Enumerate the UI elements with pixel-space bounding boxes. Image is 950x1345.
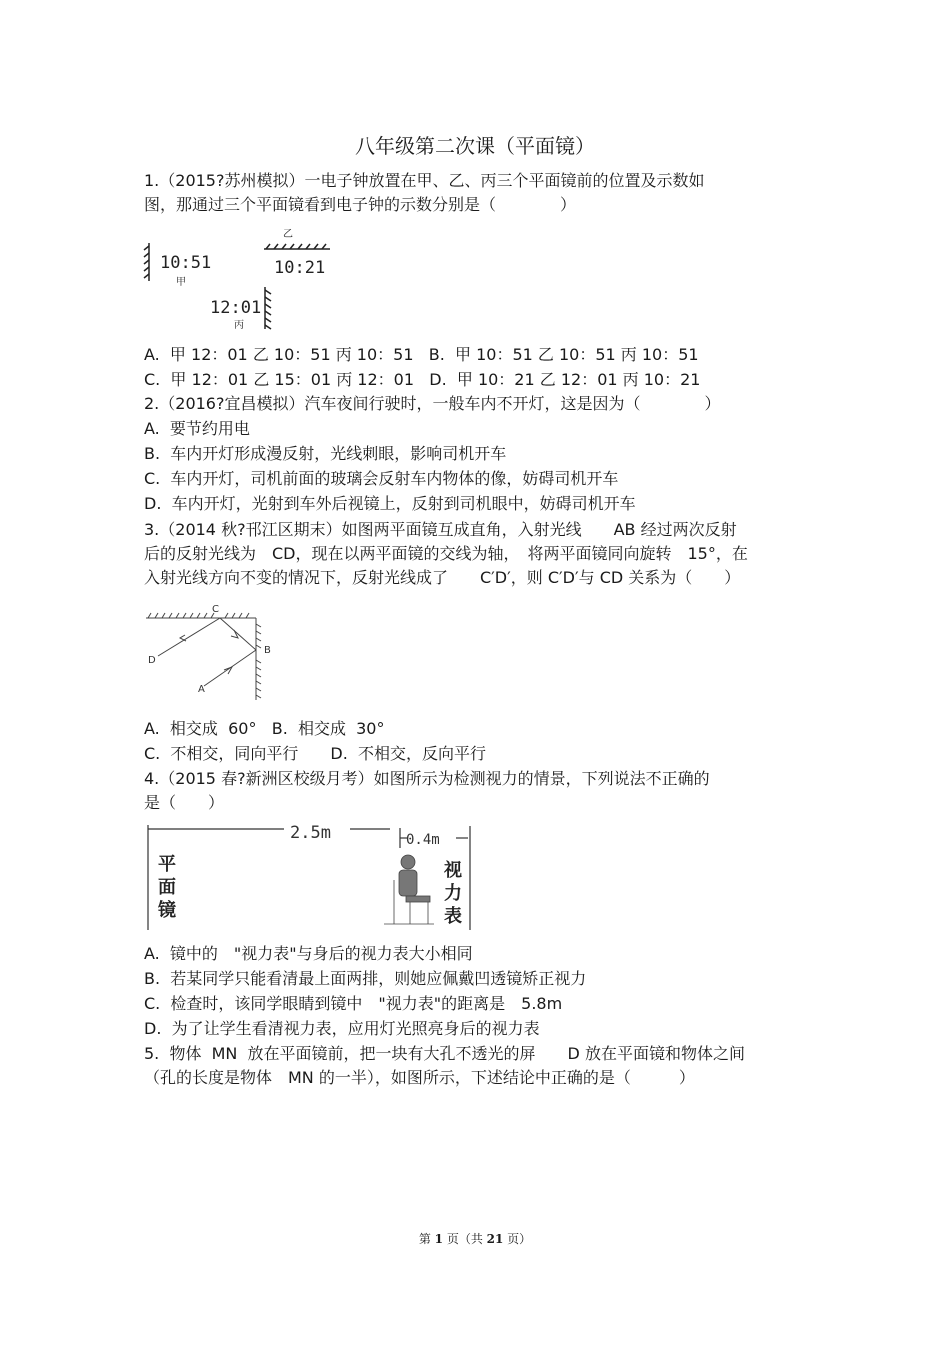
- q2-option-c: C. 车内开灯，司机前面的玻璃会反射车内物体的像，妨碍司机开车: [144, 469, 619, 488]
- q4-option-a: A. 镜中的 "视力表"与身后的视力表大小相同: [144, 944, 473, 963]
- mirror-char-1: 平: [158, 854, 176, 875]
- label-bing: 丙: [234, 320, 244, 331]
- mirror-bing: [265, 287, 271, 329]
- chart-char-3: 表: [444, 906, 462, 927]
- q3-stem-line2: 后的反射光线为 CD，现在以两平面镜的交线为轴， 将两平面镜同向旋转 15°，在: [144, 544, 748, 563]
- q2-option-b: B. 车内开灯形成漫反射，光线刺眼，影响司机开车: [144, 444, 507, 463]
- page-title: 八年级第二次课（平面镜）: [355, 134, 595, 158]
- chart-char-1: 视: [444, 860, 462, 881]
- mirror-jia: [144, 243, 149, 281]
- footer-suffix: 页）: [503, 1232, 532, 1246]
- q3-two-mirror-figure: [140, 600, 280, 705]
- q1-clock-mirror-figure: [140, 225, 340, 335]
- q2-stem: 2.（2016?宜昌模拟）汽车夜间行驶时，一般车内不开灯，这是因为（ ）: [144, 394, 721, 413]
- label-c: C: [212, 604, 219, 615]
- mirror-char-3: 镜: [158, 900, 176, 921]
- chart-char-2: 力: [444, 883, 462, 904]
- label-d: D: [148, 655, 156, 666]
- label-yi: 乙: [283, 229, 293, 240]
- seated-student-icon: [384, 855, 434, 924]
- q2-option-a: A. 要节约用电: [144, 419, 250, 438]
- q1-stem-line1: 1.（2015?苏州模拟）一电子钟放置在甲、乙、丙三个平面镜前的位置及示数如: [144, 171, 705, 190]
- q5-stem-line1: 5. 物体 MN 放在平面镜前，把一块有大孔不透光的屏 D 放在平面镜和物体之间: [144, 1044, 745, 1063]
- footer-page-number: 1: [434, 1232, 443, 1246]
- q4-option-c: C. 检查时，该同学眼睛到镜中 "视力表"的距离是 5.8m: [144, 994, 563, 1013]
- top-mirror: [146, 613, 256, 618]
- q3-stem-line1: 3.（2014 秋?邗江区期末）如图两平面镜互成直角，入射光线 AB 经过两次反射: [144, 520, 737, 539]
- q4-option-b: B. 若某同学只能看清最上面两排，则她应佩戴凹透镜矫正视力: [144, 969, 587, 988]
- label-a: A: [198, 684, 205, 695]
- q3-options-cd: C. 不相交，同向平行 D. 不相交，反向平行: [144, 744, 487, 763]
- label-b: B: [264, 645, 271, 656]
- right-mirror: [256, 618, 261, 700]
- q1-options-ab: A. 甲 12：01 乙 10：51 丙 10：51 B. 甲 10：51 乙 10：51 丙 10：51: [144, 345, 699, 364]
- mirror-yi: [264, 244, 330, 249]
- clock-reading-bing: 12:01: [210, 298, 262, 318]
- q1-stem-line2: 图，那通过三个平面镜看到电子钟的示数分别是（ ）: [144, 195, 577, 214]
- q3-options-ab: A. 相交成 60° B. 相交成 30°: [144, 719, 385, 738]
- clock-reading-yi: 10:21: [274, 258, 326, 278]
- distance-0-4m: 0.4m: [406, 832, 440, 848]
- q4-eye-test-figure: [144, 820, 474, 932]
- distance-2-5m: 2.5m: [290, 823, 331, 843]
- label-jia: 甲: [176, 277, 186, 288]
- q4-stem-line1: 4.（2015 春?新洲区校级月考）如图所示为检测视力的情景，下列说法不正确的: [144, 769, 710, 788]
- clock-reading-jia: 10:51: [160, 253, 212, 273]
- footer-total-pages: 21: [486, 1232, 504, 1246]
- q4-option-d: D. 为了让学生看清视力表，应用灯光照亮身后的视力表: [144, 1019, 540, 1038]
- mirror-char-2: 面: [158, 877, 176, 898]
- q1-options-cd: C. 甲 12：01 乙 15：01 丙 12：01 D. 甲 10：21 乙 12：01 丙 10：21: [144, 370, 701, 389]
- page-footer: [0, 1230, 950, 1247]
- footer-prefix: 第: [418, 1232, 435, 1246]
- q5-stem-line2: （孔的长度是物体 MN 的一半），如图所示，下述结论中正确的是（ ）: [144, 1068, 695, 1087]
- q3-stem-line3: 入射光线方向不变的情况下，反射光线成了 C′D′，则 C′D′与 CD 关系为（ ）: [144, 568, 741, 587]
- light-path: [158, 618, 256, 686]
- q4-stem-line2: 是（ ）: [144, 793, 225, 812]
- footer-middle: 页（共: [443, 1232, 487, 1246]
- q2-option-d: D. 车内开灯，光射到车外后视镜上，反射到司机眼中，妨碍司机开车: [144, 494, 636, 513]
